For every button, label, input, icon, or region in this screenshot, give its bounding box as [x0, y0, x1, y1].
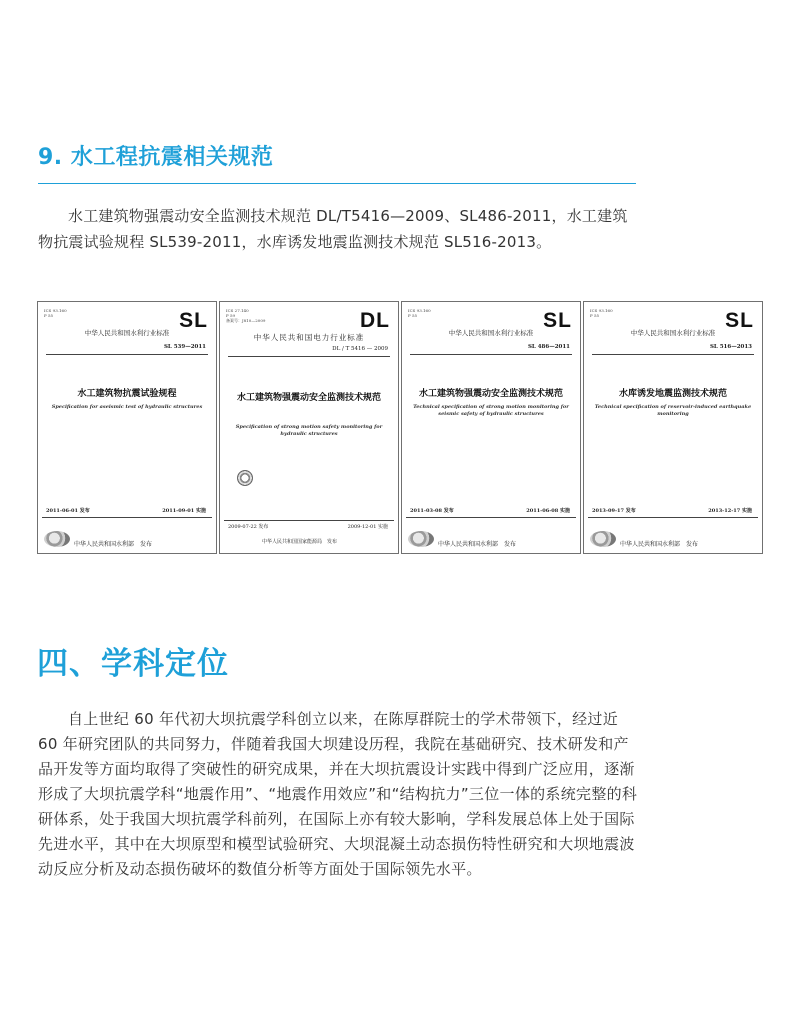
cover-logo: DL — [360, 309, 390, 332]
cover-standard-code: SL 539—2011 — [163, 344, 206, 350]
cover-publish-date: 2011-03-08 发布 — [410, 508, 454, 514]
section-9-heading: 9. 水工程抗震相关规范 — [38, 145, 274, 170]
standard-cover-sl539 — [37, 301, 217, 554]
standard-cover-dl5416 — [219, 301, 399, 554]
cover-ministry: 中华人民共和国国家能源局 发布 — [262, 539, 338, 545]
ministry-emblem-icon — [590, 531, 616, 547]
cover-rule — [42, 517, 212, 518]
cover-implement-date: 2009-12-01 实施 — [347, 524, 388, 530]
cover-ministry: 中华人民共和国水利部 发布 — [438, 542, 517, 548]
cover-ics-code: ICS 93.160 P 55 — [408, 308, 431, 318]
cover-logo: SL — [179, 309, 208, 332]
section-9-paragraph: 水工建筑物强震动安全监测技术规范 DL/T5416—2009、SL486-2011，水工建筑物抗震试验规程 SL539-2011，水库诱发地震监测技术规范 SL516-2013。 — [38, 207, 628, 251]
cover-publish-date: 2011-06-01 发布 — [46, 508, 90, 514]
cover-rule — [46, 354, 208, 355]
standards-cover-gallery — [37, 301, 763, 554]
cover-issuer: 中华人民共和国电力行业标准 — [253, 333, 365, 342]
cover-english-title: Specification of strong motion safety monitoring for hydraulic structures — [235, 424, 383, 437]
ministry-emblem-icon — [44, 531, 70, 547]
cover-title: 水工建筑物强震动安全监测技术规范 — [418, 388, 563, 398]
cover-logo: SL — [725, 309, 754, 332]
cover-issuer: 中华人民共和国水利行业标准 — [448, 329, 534, 337]
cover-implement-date: 2011-09-01 实施 — [162, 508, 206, 514]
cover-publish-date: 2013-09-17 发布 — [592, 508, 636, 514]
cover-rule — [224, 520, 394, 521]
cover-rule — [592, 354, 754, 355]
cover-logo: SL — [543, 309, 572, 332]
cover-title: 水工建筑物抗震试验规程 — [77, 388, 177, 398]
cover-rule — [410, 354, 572, 355]
cover-standard-code: DL / T 5416 — 2009 — [332, 346, 388, 352]
cover-standard-code: SL 486—2011 — [527, 344, 570, 350]
standard-cover-sl486 — [401, 301, 581, 554]
heading-divider — [38, 183, 636, 184]
cover-implement-date: 2011-06-08 实施 — [526, 508, 570, 514]
cover-english-title: Technical specification of reservoir-induced earthquake monitoring — [594, 404, 752, 417]
cover-ministry: 中华人民共和国水利部 发布 — [620, 542, 699, 548]
cover-title: 水工建筑物强震动安全监测技术规范 — [236, 392, 381, 402]
cover-publish-date: 2009-07-22 发布 — [228, 524, 269, 530]
cover-ics-code: ICS 93.160 P 55 — [590, 308, 613, 318]
cover-english-title: Specification for aseismic test of hydraulic structures — [51, 404, 203, 410]
section-4-paragraph: 自上世纪 60 年代初大坝抗震学科创立以来，在陈厚群院士的学术带领下，经过近 60 年研究团队的共同努力，伴随着我国大坝建设历程，我院在基础研究、技术研发和产品开发等方面均取得了突破性的研究成果，并在大坝抗震设计实践中得到广泛应用，逐渐形成了大坝抗震学科“地震作用”、“地震作用效应”和“结构抗力”三位一体的系统完整的科研体系，处于我国大坝抗震学科前列，在国际上亦有较大影响，学科发展总体上处于国际先进水平，其中在大坝原型和模型试验研究、大坝混凝土动态损伤特性研究和大坝地震波动反应分析及动态损伤破坏的数值分析等方面处于国际领先水平。 — [38, 710, 638, 878]
cover-rule — [228, 356, 390, 357]
cover-rule — [406, 517, 576, 518]
cover-english-title: Technical specification of strong motion monitoring for seismic safety of hydraulic structures — [413, 404, 569, 417]
cover-ministry: 中华人民共和国水利部 发布 — [74, 542, 153, 548]
ministry-emblem-icon — [237, 470, 253, 486]
cover-ics-code: ICS 27.140 P 59 备案号：J810—2009 — [226, 308, 266, 323]
cover-title: 水库诱发地震监测技术规范 — [618, 388, 727, 398]
cover-standard-code: SL 516—2013 — [709, 344, 752, 350]
standard-cover-sl516 — [583, 301, 763, 554]
cover-issuer: 中华人民共和国水利行业标准 — [630, 329, 716, 337]
ministry-emblem-icon — [408, 531, 434, 547]
cover-implement-date: 2013-12-17 实施 — [708, 508, 752, 514]
section-4-heading: 四、学科定位 — [37, 646, 229, 682]
cover-issuer: 中华人民共和国水利行业标准 — [84, 329, 170, 337]
cover-ics-code: ICS 93.160 P 55 — [44, 308, 67, 318]
cover-rule — [588, 517, 758, 518]
